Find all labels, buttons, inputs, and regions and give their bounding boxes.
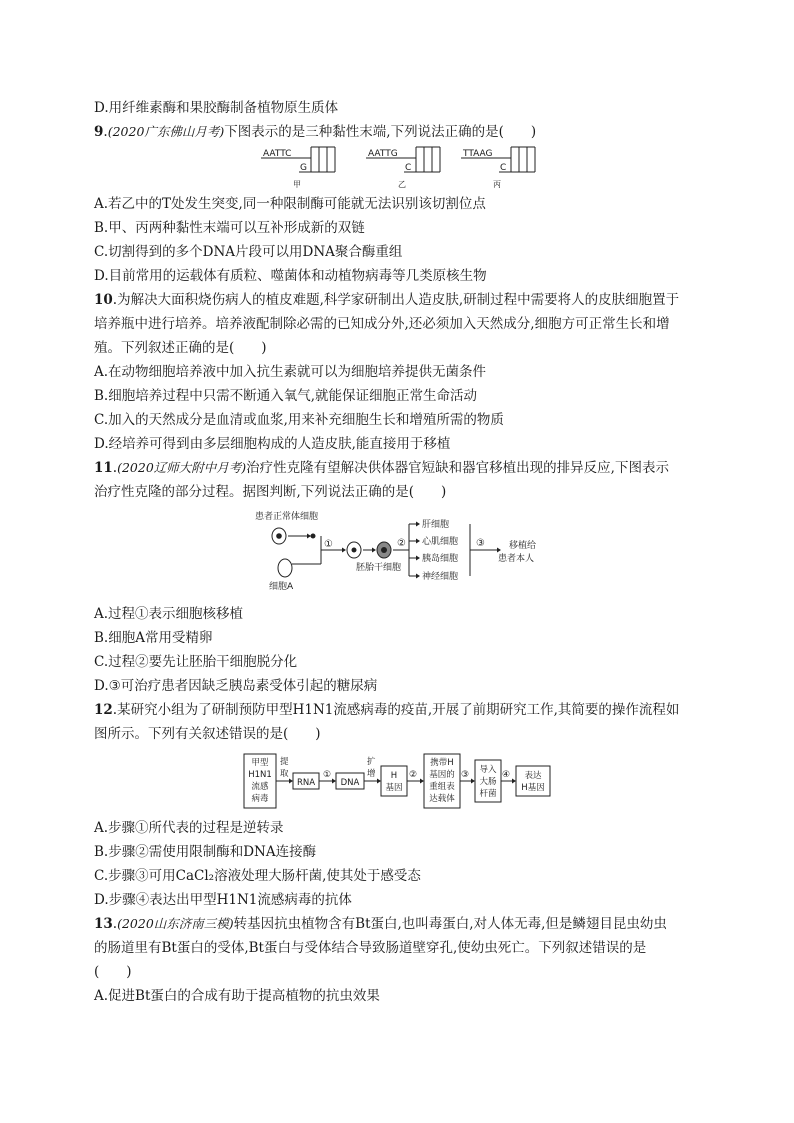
q10-stem-line-3: 殖。下列叙述正确的是( ) bbox=[94, 340, 267, 356]
flow-amplify-text-2: 增 bbox=[367, 769, 376, 779]
therapeutic-cloning-diagram bbox=[255, 508, 555, 594]
q12-stem-line-2: 图所示。下列有关叙述错误的是( ) bbox=[94, 726, 321, 742]
sticky-end-yi-bottom: C bbox=[405, 163, 412, 173]
somatic-cell-label: 患者正常体细胞 bbox=[255, 512, 319, 522]
q10-option-d: D.经培养可得到由多层细胞构成的人造皮肤,能直接用于移植 bbox=[94, 436, 451, 452]
flow-vector-text-4: 达载体 bbox=[429, 794, 455, 804]
transplant-label-1: 移植给 bbox=[509, 541, 537, 551]
q13-source: (2020山东济南三模) bbox=[117, 916, 234, 931]
transplant-label-2: 患者本人 bbox=[498, 554, 535, 564]
cell-a-label: 细胞A bbox=[269, 582, 294, 592]
flow-express-text-1: 表达 bbox=[524, 771, 542, 781]
q11-stem-line-1: 11.(2020辽师大附中月考)治疗性克隆有望解决供体器官短缺和器官移植出现的排异反应,下图表示 bbox=[94, 460, 669, 476]
step-1-label: ① bbox=[324, 539, 333, 550]
islet-cell-label: 胰岛细胞 bbox=[422, 554, 459, 564]
q10-number: 10 bbox=[94, 292, 113, 308]
sticky-end-jia-bottom: G bbox=[300, 163, 307, 173]
sticky-end-yi-label: 乙 bbox=[398, 180, 406, 189]
flow-step-1: ① bbox=[323, 770, 332, 780]
q11-option-c: C.过程②要先让胚胎干细胞脱分化 bbox=[94, 654, 298, 670]
q12-option-d: D.步骤④表达出甲型H1N1流感病毒的抗体 bbox=[94, 892, 352, 908]
flow-ecoli-text-3: 杆菌 bbox=[479, 789, 497, 799]
q12-option-b: B.步骤②需使用限制酶和DNA连接酶 bbox=[94, 844, 317, 860]
flow-vector-text-2: 基因的 bbox=[429, 770, 455, 780]
q10-stem-line-2: 培养瓶中进行培养。培养液配制除必需的已知成分外,还必须加入天然成分,细胞方可正常生长和增 bbox=[94, 316, 670, 332]
q9-option-b: B.甲、丙两种黏性末端可以互补形成新的双链 bbox=[94, 220, 365, 236]
sticky-end-jia bbox=[261, 147, 335, 189]
q8-option-d: D.用纤维素酶和果胶酶制备植物原生质体 bbox=[94, 100, 339, 116]
flow-vector-text-3: 重组表 bbox=[429, 782, 455, 792]
q11-option-b: B.细胞A常用受精卵 bbox=[94, 630, 213, 646]
q10-stem-line-1 bbox=[94, 290, 679, 310]
step-2-label: ② bbox=[397, 538, 406, 549]
flow-step-2: ② bbox=[409, 770, 418, 780]
sticky-ends-diagram bbox=[255, 144, 545, 192]
q13-stem-text-1: 转基因抗虫植物含有Bt蛋白,也叫毒蛋白,对人体无毒,但是鳞翅目昆虫幼虫 bbox=[233, 916, 667, 932]
isolated-nucleus bbox=[311, 534, 316, 539]
sticky-end-yi bbox=[366, 147, 440, 189]
q9-option-c: C.切割得到的多个DNA片段可以用DNA聚合酶重组 bbox=[94, 244, 403, 260]
q12-option-a: A.步骤①所代表的过程是逆转录 bbox=[94, 820, 284, 836]
flow-express-text-2: H基因 bbox=[521, 783, 545, 793]
sticky-end-bing-bottom: C bbox=[500, 163, 507, 173]
cardiomyocyte-label: 心肌细胞 bbox=[422, 537, 459, 547]
sticky-end-jia-label: 甲 bbox=[293, 180, 301, 189]
q11-stem-text-1: 治疗性克隆有望解决供体器官短缺和器官移植出现的排异反应,下图表示 bbox=[246, 460, 669, 476]
q13-number: 13 bbox=[94, 916, 113, 932]
q9-source: (2020广东佛山月考) bbox=[107, 124, 225, 139]
q13-stem-line-2: 的肠道里有Bt蛋白的受体,Bt蛋白与受体结合导致肠道壁穿孔,使幼虫死亡。下列叙述错误的是 bbox=[94, 940, 647, 956]
q10-stem-text-1: .为解决大面积烧伤病人的植皮难题,科学家研制出人造皮肤,研制过程中需要将人的皮肤细胞置于 bbox=[112, 292, 680, 308]
q11-number: 11 bbox=[94, 460, 113, 476]
q11-option-a: A.过程①表示细胞核移植 bbox=[94, 606, 244, 622]
flow-h-gene-text-2: 基因 bbox=[385, 783, 403, 793]
sticky-end-jia-top: AATTC bbox=[263, 149, 292, 159]
q11-option-d: D.③可治疗患者因缺乏胰岛素受体引起的糖尿病 bbox=[94, 678, 378, 694]
q12-stem-line-1 bbox=[94, 700, 679, 720]
flow-virus-text-2: H1N1 bbox=[248, 770, 272, 780]
q9-option-d: D.目前常用的运载体有质粒、噬菌体和动植物病毒等几类原核生物 bbox=[94, 268, 487, 284]
vaccine-flow-diagram bbox=[243, 752, 555, 810]
q12-option-c: C.步骤③可用CaCl₂溶液处理大肠杆菌,使其处于感受态 bbox=[94, 868, 421, 884]
cell-a bbox=[278, 559, 292, 577]
flow-ecoli-text-1: 导入 bbox=[479, 765, 497, 775]
q10-option-b: B.细胞培养过程中只需不断通入氧气,就能保证细胞正常生命活动 bbox=[94, 388, 478, 404]
stem-cell-label: 胚胎干细胞 bbox=[356, 563, 402, 573]
flow-virus-text-3: 流感 bbox=[251, 782, 269, 792]
flow-dna-text: DNA bbox=[340, 778, 360, 788]
sticky-end-bing-top: TTAAG bbox=[463, 149, 493, 159]
neuron-label: 神经细胞 bbox=[422, 572, 459, 582]
flow-extract-text-1: 提 bbox=[280, 757, 289, 767]
flow-h-gene-text-1: H bbox=[390, 771, 398, 781]
q13-option-a: A.促进Bt蛋白的合成有助于提高植物的抗虫效果 bbox=[94, 988, 380, 1004]
q12-stem-text-1: .某研究小组为了研制预防甲型H1N1流感病毒的疫苗,开展了前期研究工作,其简要的操作流程如 bbox=[112, 702, 680, 718]
flow-virus-text-4: 病毒 bbox=[251, 794, 269, 804]
q12-number: 12 bbox=[94, 702, 113, 718]
q13-stem-line-3: ( ) bbox=[94, 964, 132, 980]
q9-stem-text: 下图表示的是三种黏性末端,下列说法正确的是( ) bbox=[224, 124, 537, 140]
flow-ecoli-text-2: 大肠 bbox=[479, 777, 497, 787]
q9-number: 9 bbox=[94, 124, 104, 140]
q11-stem-line-2: 治疗性克隆的部分过程。据图判断,下列说法正确的是( ) bbox=[94, 484, 447, 500]
flow-step-4: ④ bbox=[502, 770, 511, 780]
q11-source: (2020辽师大附中月考) bbox=[117, 460, 247, 475]
q9-option-a: A.若乙中的T处发生突变,同一种限制酶可能就无法识别该切割位点 bbox=[94, 196, 486, 212]
flow-extract-text-2: 取 bbox=[280, 769, 289, 779]
liver-cell-label: 肝细胞 bbox=[422, 520, 450, 530]
step-3-label: ③ bbox=[476, 538, 485, 549]
q9-stem: 9.(2020广东佛山月考)下图表示的是三种黏性末端,下列说法正确的是( ) bbox=[94, 124, 537, 140]
q10-option-a: A.在动物细胞培养液中加入抗生素就可以为细胞培养提供无菌条件 bbox=[94, 364, 487, 380]
flow-vector-text-1: 携带H bbox=[430, 758, 454, 768]
q10-option-c: C.加入的天然成分是血清或血浆,用来补充细胞生长和增殖所需的物质 bbox=[94, 412, 504, 428]
flow-rna-text: RNA bbox=[296, 778, 316, 788]
flow-amplify-text-1: 扩 bbox=[367, 757, 376, 767]
sticky-end-bing-label: 丙 bbox=[493, 180, 501, 189]
sticky-end-yi-top: AATTG bbox=[368, 149, 398, 159]
q13-stem-line-1: 13.(2020山东济南三模)转基因抗虫植物含有Bt蛋白,也叫毒蛋白,对人体无毒,但是鳞翅目昆虫幼虫 bbox=[94, 916, 667, 932]
sticky-end-bing bbox=[461, 147, 535, 189]
flow-step-3: ③ bbox=[461, 770, 470, 780]
flow-virus-text-1: 甲型 bbox=[251, 758, 269, 768]
somatic-nucleus bbox=[276, 533, 282, 539]
